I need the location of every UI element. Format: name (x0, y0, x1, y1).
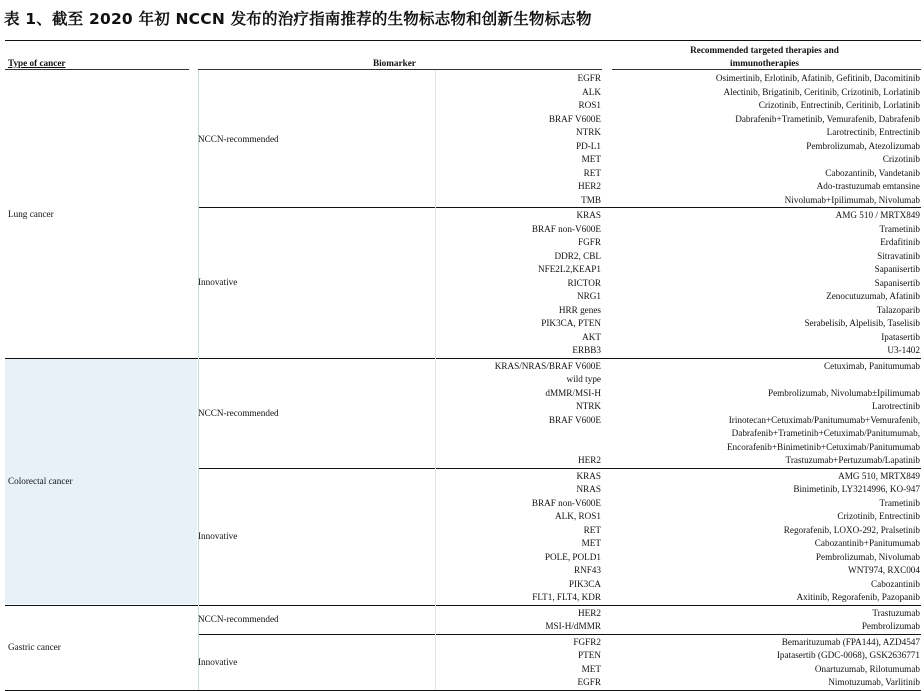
biomarker-cell: DDR2, CBL (554, 250, 601, 261)
biomarker-cell: PIK3CA, PTEN (541, 318, 601, 328)
biomarker-cell: KRAS/NRAS/BRAF V600E (494, 360, 601, 371)
biomarker-cell: HER2 (578, 607, 601, 618)
therapy-cell: AMG 510, MRTX849 (838, 470, 920, 481)
therapy-cell: Encorafenib+Binimetinib+Cetuximab/Panitumumab (726, 441, 920, 452)
therapy-cell: Ado-trastuzumab emtansine (816, 181, 920, 191)
biomarker-cell: FGFR2 (573, 636, 601, 647)
biomarker-cell: FLT1, FLT4, KDR (532, 592, 601, 602)
biomarker-cell: RET (583, 524, 601, 535)
biomarker-cell: PD-L1 (575, 140, 601, 151)
biomarker-cell: MET (581, 663, 601, 674)
therapy-cell: Crizotinib (882, 154, 920, 164)
category-label: Innovative (198, 656, 238, 667)
cancer-rule (5, 605, 921, 606)
biomarker-cell: NRAS (576, 484, 601, 494)
table-top-rule (5, 40, 921, 41)
cancer-type-label: Colorectal cancer (8, 476, 73, 486)
therapy-cell: Onartuzumab, Rilotumumab (814, 663, 920, 674)
therapy-cell: Pembrolizumab, Atezolizumab (806, 140, 920, 151)
biomarker-cell: NTRK (575, 401, 601, 411)
therapy-cell: Pembrolizumab, Nivolumab±Ipilimumab (767, 387, 920, 398)
therapy-cell: Talazoparib (876, 304, 920, 315)
therapy-cell: Sapanisertib (874, 277, 920, 288)
cancer-type-label: Lung cancer (8, 208, 54, 219)
therapy-cell: Crizotinib, Entrectinib, Ceritinib, Lorlatinib (758, 100, 920, 110)
therapy-cell: Trametinib (879, 497, 920, 508)
biomarker-cell: EGFR (577, 677, 601, 687)
biomarker-cell: KRAS (576, 210, 601, 220)
biomarker-cell: KRAS (576, 470, 601, 481)
biomarker-cell: ROS1 (578, 100, 601, 110)
biomarker-cell: HER2 (578, 455, 601, 465)
biomarker-cell: ERBB3 (572, 345, 601, 355)
biomarker-cell: PIK3CA (568, 578, 601, 589)
therapy-cell: Sapanisertib (874, 264, 920, 274)
biomarker-cell: BRAF non-V600E (531, 497, 601, 508)
therapy-cell: U3-1402 (887, 345, 920, 355)
biomarker-cell: NTRK (575, 127, 601, 137)
category-label: Innovative (198, 277, 238, 288)
biomarker-cell: NFE2L2,KEAP1 (537, 264, 601, 274)
therapy-cell: Bemarituzumab (FPA144), AZD4547 (781, 636, 920, 647)
therapy-cell: Regorafenib, LOXO-292, Pralsetinib (783, 524, 920, 535)
therapy-cell: Trastuzumab+Pertuzumab/Lapatinib (785, 455, 920, 465)
biomarker-cell: FGFR (578, 237, 601, 247)
group-mid-rule (435, 207, 436, 358)
biomarker-cell: RICTOR (567, 277, 601, 288)
group-mid-rule (435, 605, 436, 634)
therapy-cell: Erdafitinib (880, 237, 920, 247)
therapy-cell: Cabozantinib (871, 578, 920, 589)
header-rule-biomarker (198, 69, 602, 70)
therapy-cell: Sitravatinib (877, 250, 920, 261)
header-therapies (612, 44, 917, 70)
biomarker-cell: RNF43 (573, 565, 601, 575)
therapy-cell: Serabelisib, Alpelisib, Taselisib (804, 318, 920, 328)
biomarker-cell: HRR genes (558, 304, 601, 315)
biomarker-cell: AKT (582, 331, 601, 342)
group-mid-rule (435, 358, 436, 468)
therapy-cell: AMG 510 / MRTX849 (835, 210, 920, 220)
biomarker-cell: BRAF V600E (548, 113, 601, 124)
therapy-cell: Cabozantinib, Vandetanib (825, 167, 920, 178)
therapy-cell: Osimertinib, Erlotinib, Afatinib, Gefitinib, Dacomitinib (715, 73, 920, 83)
cancer-rule (5, 690, 921, 691)
category-label: NCCN-recommended (198, 133, 279, 144)
category-label: NCCN-recommended (198, 407, 279, 418)
therapy-cell: Pembrolizumab (861, 621, 920, 631)
header-rule-therapies (612, 69, 921, 70)
table-title: 表 1、截至 2020 年初 NCCN 发布的治疗指南推荐的生物标志物和创新生物标志物 (4, 10, 592, 28)
therapy-cell: Trametinib (879, 223, 920, 234)
biomarker-cell: BRAF V600E (548, 414, 601, 425)
therapy-cell: Zenocutuzumab, Afatinib (826, 291, 920, 301)
therapy-cell: Dabrafenib+Trametinib, Vemurafenib, Dabrafenib (735, 113, 920, 124)
biomarker-cell: BRAF non-V600E (531, 223, 601, 234)
biomarker-cell: ALK, ROS1 (555, 511, 601, 521)
therapy-cell: Pembrolizumab, Nivolumab (815, 551, 920, 562)
biomarker-cell: RET (583, 167, 601, 178)
group-rule (198, 634, 921, 635)
therapy-cell: Binimetinib, LY3214996, KO-947 (793, 484, 920, 494)
biomarker-cell: MSI-H/dMMR (545, 621, 601, 631)
therapy-cell: Larotrectinib (872, 401, 920, 411)
biomarker-cell: wild type (566, 374, 601, 384)
therapy-cell: WNT974, RXC004 (848, 565, 920, 575)
group-mid-rule (435, 70, 436, 207)
therapy-cell: Alectinib, Brigatinib, Ceritinib, Crizotinib, Lorlatinib (723, 86, 920, 97)
header-therapies-line2: immunotherapies (730, 58, 799, 68)
therapy-cell: Irinotecan+Cetuximab/Panitumumab+Vemurafenib, (728, 414, 920, 425)
header-type-of-cancer-label: Type of cancer (8, 58, 66, 68)
therapy-cell: Crizotinib, Entrectinib (837, 511, 920, 521)
therapy-cell: Nimotuzumab, Varlitinib (828, 677, 920, 687)
header-therapies-line1: Recommended targeted therapies and (690, 45, 839, 55)
therapy-cell: Ipatasertib (881, 331, 920, 342)
header-biomarker: Biomarker (373, 58, 416, 68)
header-type-of-cancer (8, 58, 66, 68)
biomarker-cell: EGFR (577, 73, 601, 83)
biomarker-cell: MET (581, 538, 601, 548)
cancer-type-label: Gastric cancer (8, 642, 61, 652)
header-rule-type (5, 69, 189, 70)
group-mid-rule (435, 468, 436, 605)
biomarker-cell: MET (581, 154, 601, 164)
therapy-cell: Nivolumab+Ipilimumab, Nivolumab (784, 194, 920, 205)
biomarker-cell: dMMR/MSI-H (545, 387, 601, 398)
group-mid-rule (435, 634, 436, 690)
biomarker-cell: HER2 (578, 181, 601, 191)
group-rule (198, 468, 921, 469)
therapy-cell: Trastuzumab (872, 607, 920, 618)
biomarker-cell: PTEN (578, 650, 601, 660)
therapy-cell: Cabozantinib+Panitumumab (814, 538, 920, 548)
therapy-cell: Axitinib, Regorafenib, Pazopanib (796, 592, 920, 602)
biomarker-cell: ALK (582, 86, 601, 97)
category-label: Innovative (198, 531, 238, 541)
therapy-cell: Larotrectinib, Entrectinib (826, 127, 920, 137)
biomarker-cell: TMB (581, 194, 601, 205)
biomarker-cell: NRG1 (577, 291, 601, 301)
group-rule (198, 207, 921, 208)
therapy-cell: Ipatasertib (GDC-0068), GSK2636771 (776, 650, 920, 660)
biomarker-cell: POLE, POLD1 (544, 551, 601, 562)
therapy-cell: Dabrafenib+Trametinib+Cetuximab/Panitumumab, (731, 428, 920, 438)
therapy-cell: Cetuximab, Panitumumab (824, 360, 920, 371)
category-label: NCCN-recommended (198, 614, 279, 624)
